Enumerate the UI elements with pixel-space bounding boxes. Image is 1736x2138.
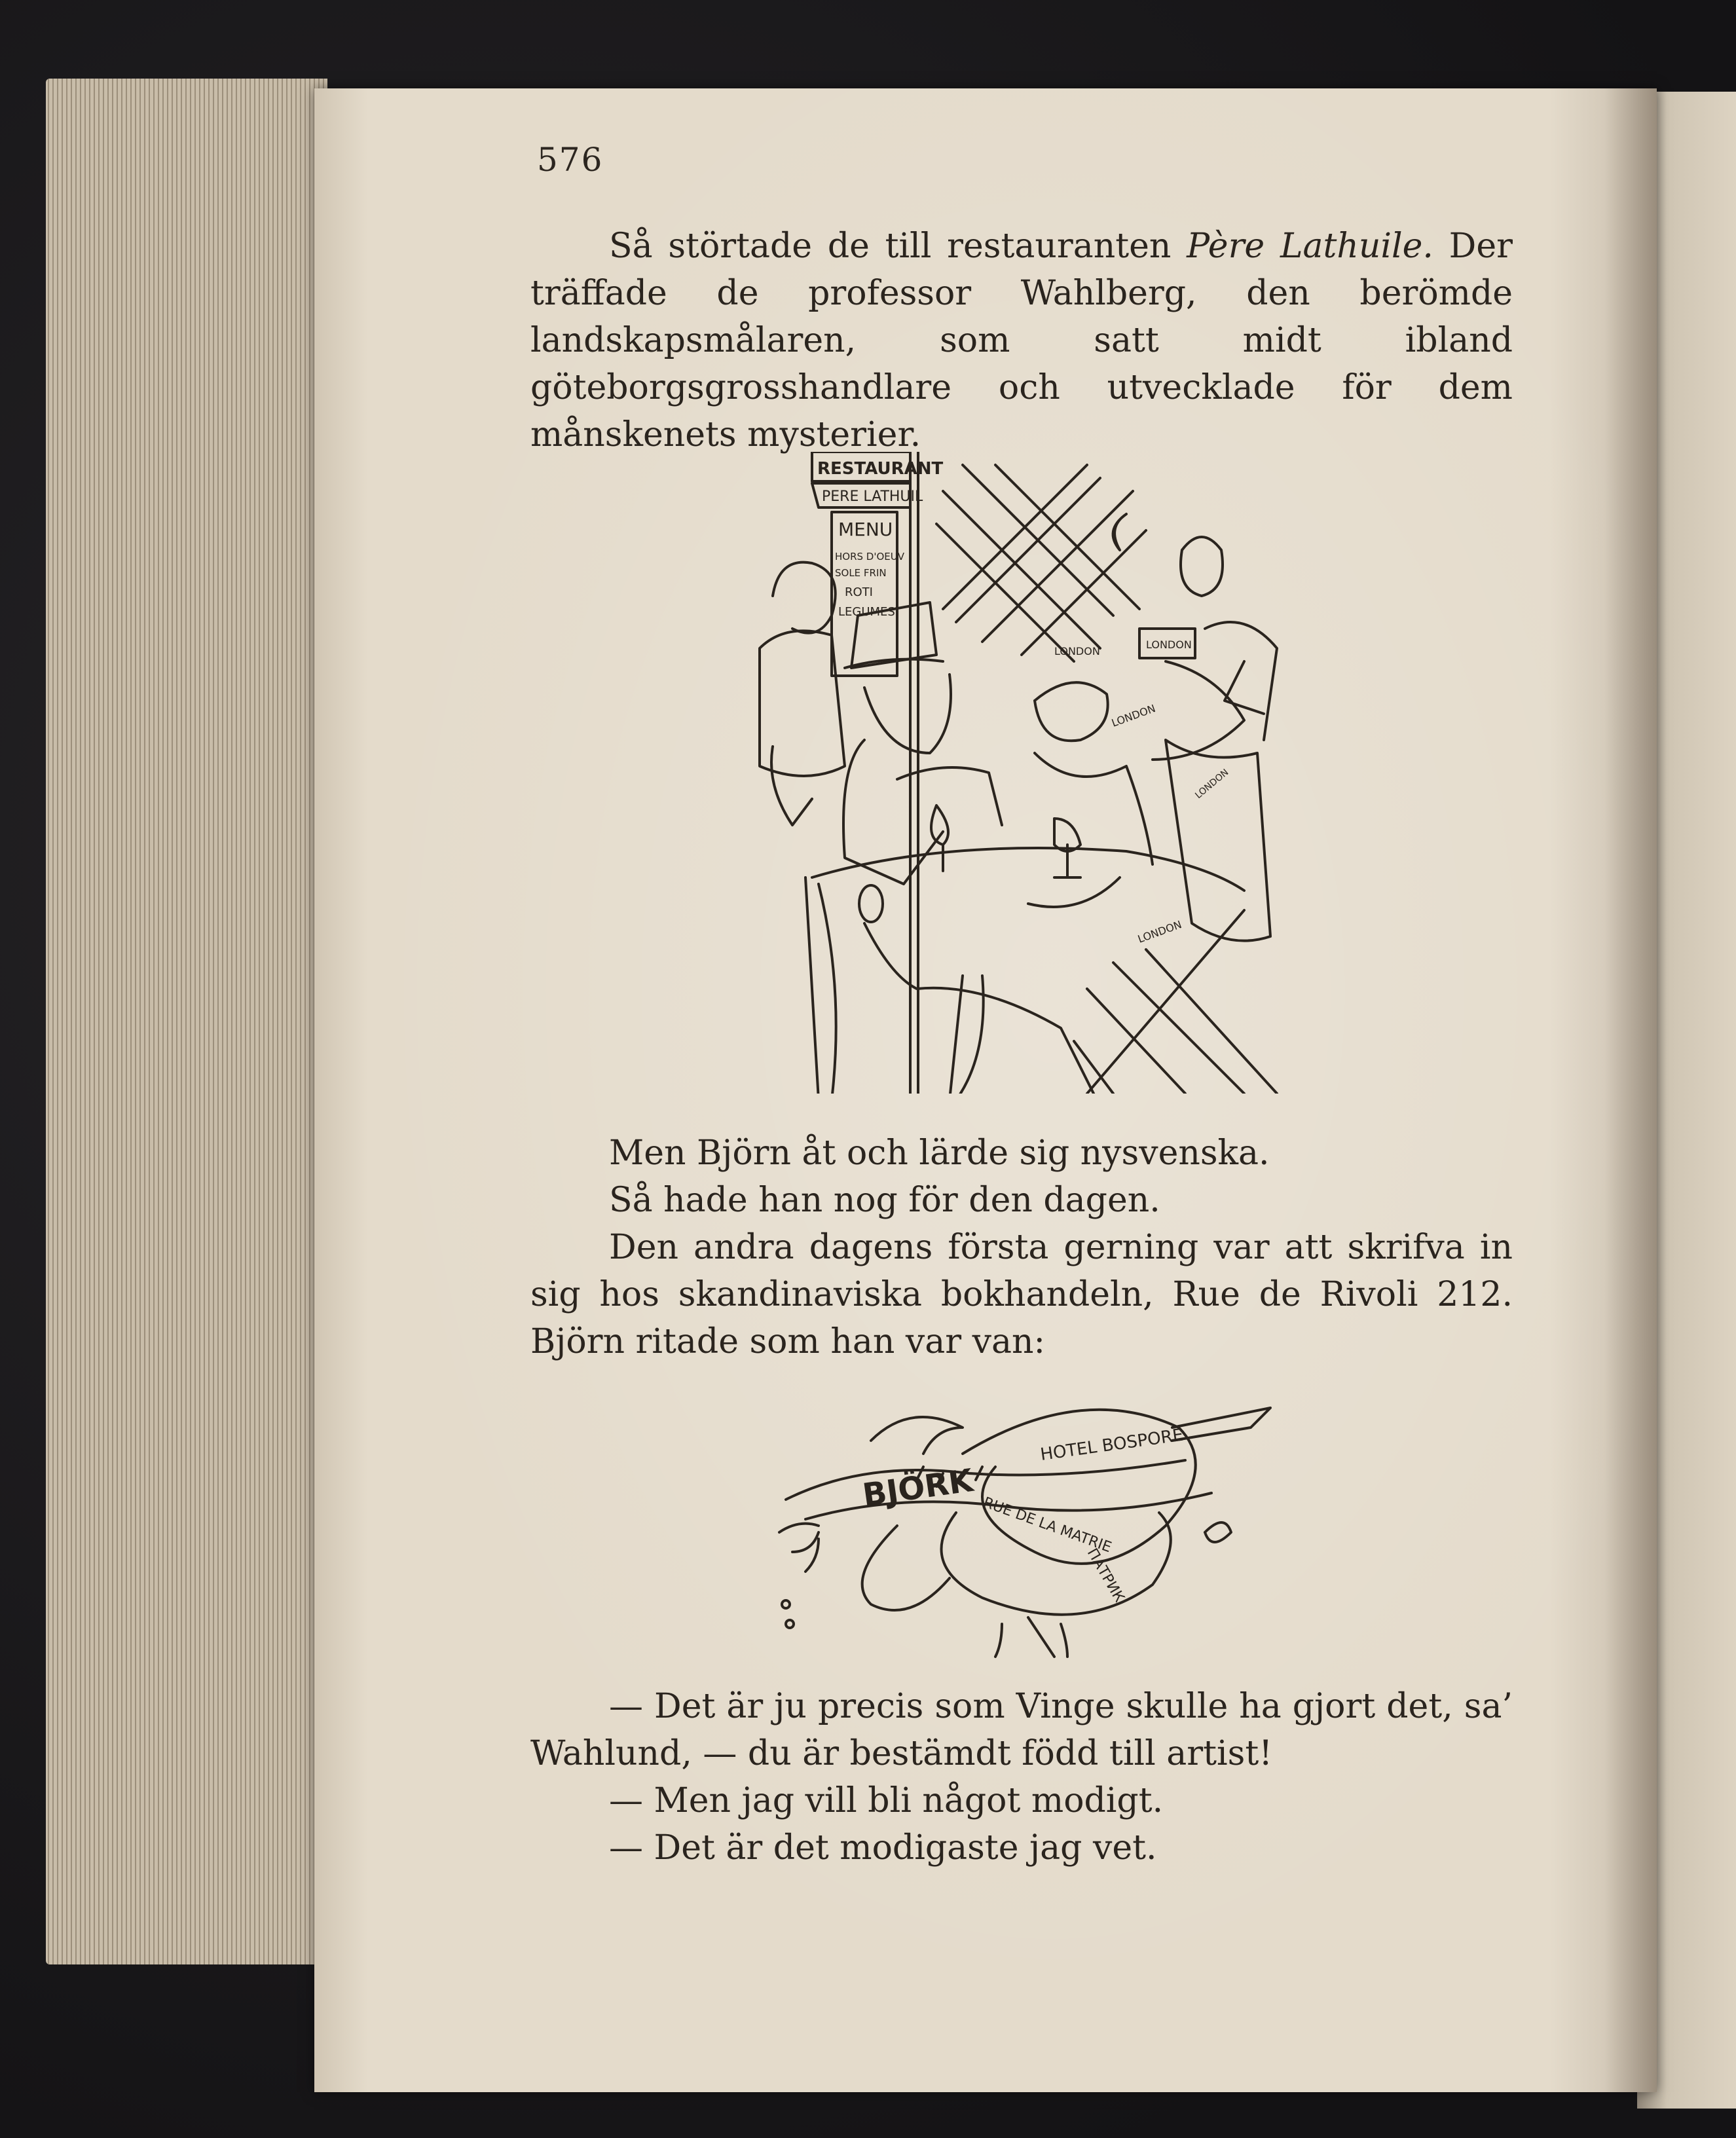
paragraph-2: Men Björn åt och lärde sig nysvenska.	[609, 1134, 1270, 1173]
gutter-shadow	[1604, 88, 1657, 2092]
menu-line-1: HORS D'OEUV	[835, 551, 904, 562]
hat-label-3: LONDON	[1109, 702, 1157, 729]
menu-line-3: ROTI	[845, 585, 873, 599]
restaurant-name: Père Lathuile.	[1187, 227, 1433, 266]
page-number: 576	[537, 141, 604, 179]
paragraph-7: — Det är det modigaste jag vet.	[609, 1828, 1157, 1868]
paragraph-1-text: Så störtade de till restauranten	[609, 227, 1172, 266]
dragon-signature: BJÖRK	[860, 1462, 976, 1514]
restaurant-illustration	[747, 452, 1290, 1094]
paragraph-1	[530, 223, 1513, 458]
hat-label-2: LONDON	[1146, 638, 1192, 651]
ribbon-text-3: ПАТРИК	[1083, 1545, 1128, 1606]
menu-line-4: LEGUMES	[838, 605, 895, 619]
paragraph-3: Så hade han nog för den dagen.	[609, 1181, 1160, 1220]
menu-line-2: SOLE FRIN	[835, 567, 887, 579]
hat-label-4: LONDON	[1136, 918, 1183, 946]
menu-title: MENU	[838, 519, 893, 540]
sign-restaurant: RESTAURANT	[817, 459, 944, 479]
dragon-illustration	[766, 1388, 1290, 1663]
paragraph-6: — Men jag vill bli något modigt.	[609, 1781, 1164, 1820]
ribbon-text-1: HOTEL BOSPORE	[1039, 1425, 1185, 1465]
hat-label-1: LONDON	[1054, 645, 1100, 657]
paragraph-4: Den andra dagens första gerning var att skrifva in sig hos skandinaviska bokhandeln, Rue de Rivoli 212. Björn ritade som han var van:	[530, 1228, 1513, 1361]
paragraph-1-rest: Der träffade de professor Wahlberg, den berömde landskapsmålaren, som satt midt ibland göteborgsgrosshandlare och utvecklade för dem månskenets mysterier.	[530, 227, 1513, 454]
paragraph-5: — Det är ju precis som Vinge skulle ha gjort det, sa’ Wahlund, — du är bestämdt född till artist!	[530, 1687, 1513, 1773]
hat-label-5: LONDON	[1193, 767, 1231, 802]
book-page-edges	[46, 79, 327, 1964]
ribbon-text-2: RUE DE LA MATRIE	[980, 1494, 1114, 1557]
sign-name: PERE LATHUIL	[822, 488, 923, 505]
